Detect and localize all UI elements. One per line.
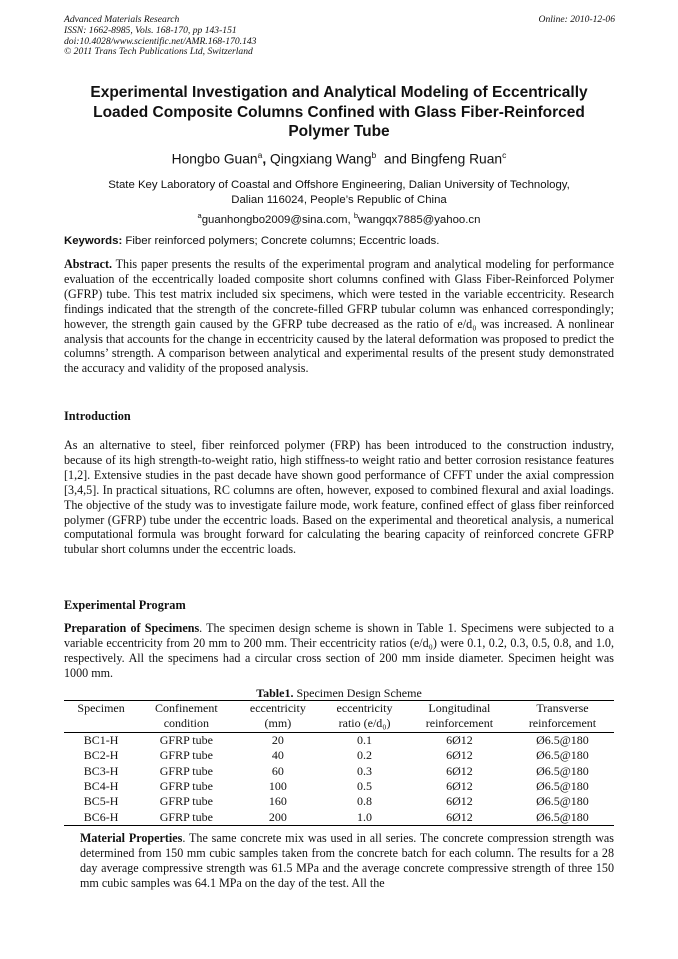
col-header-transverse: Transverse reinforcement <box>528 701 597 731</box>
copyright-line: © 2011 Trans Tech Publications Ltd, Switzerland <box>64 46 253 58</box>
table-row <box>64 779 614 794</box>
table-cell: 6Ø12 <box>446 748 473 763</box>
author-name: Hongbo Guan <box>171 151 258 167</box>
keywords-label: Keywords: <box>64 235 123 247</box>
email-link[interactable]: wangqx7885@yahoo.cn <box>358 213 481 226</box>
table-cell: 6Ø12 <box>446 732 473 747</box>
experimental-heading: Experimental Program <box>64 598 186 612</box>
table-cell: GFRP tube <box>159 809 213 824</box>
table-caption-text: Specimen Design Scheme <box>293 686 422 700</box>
affiliation <box>64 178 614 207</box>
table-cell: GFRP tube <box>159 763 213 778</box>
table-cell: 40 <box>271 748 284 763</box>
preparation-label: Preparation of Specimens <box>64 621 200 635</box>
table-cell: 160 <box>268 794 287 809</box>
table-cell: Ø6.5@180 <box>536 732 589 747</box>
author-emails <box>64 211 614 226</box>
table-cell: GFRP tube <box>159 748 213 763</box>
table-row <box>64 764 614 779</box>
table-cell: 60 <box>271 763 284 778</box>
table-cell: Ø6.5@180 <box>536 779 589 794</box>
email-sup: b <box>353 211 359 220</box>
table-header-row <box>64 701 614 733</box>
table-cell: 6Ø12 <box>446 809 473 824</box>
author-sup: b <box>371 150 377 160</box>
author-name: Qingxiang Wang <box>270 151 372 167</box>
paper-title <box>64 83 614 142</box>
table-cell: GFRP tube <box>159 779 213 794</box>
table-cell: 0.8 <box>357 794 373 809</box>
table-cell: BC3-H <box>83 763 119 778</box>
doi-line: doi:10.4028/www.scientific.net/AMR.168-170.143 <box>64 35 257 47</box>
journal-name: Advanced Materials Research <box>64 14 180 25</box>
table-cell: 0.5 <box>357 779 373 794</box>
table-cell: BC1-H <box>83 732 119 747</box>
table-cell: 6Ø12 <box>446 763 473 778</box>
introduction-heading: Introduction <box>64 409 131 423</box>
table-cell: 20 <box>271 732 284 747</box>
abstract-label: Abstract. <box>64 257 113 271</box>
col-header-eccentricity: eccentricity (mm) <box>249 701 306 731</box>
table-cell: 200 <box>268 809 287 824</box>
keywords-text: Fiber reinforced polymers; Concrete columns; Eccentric loads. <box>125 235 440 247</box>
email-link[interactable]: guanhongbo2009@sina.com, <box>201 213 351 226</box>
col-header-longitudinal: Longitudinal reinforcement <box>425 701 494 731</box>
material-paragraph <box>64 831 614 891</box>
table-cell: 0.1 <box>357 732 373 747</box>
issn-line: ISSN: 1662-8985, Vols. 168-170, pp 143-151 <box>64 24 237 36</box>
table-caption <box>64 686 614 701</box>
author-name: Bingfeng Ruan <box>410 151 503 167</box>
affiliation-line: Dalian 116024, People’s Republic of China <box>231 193 447 206</box>
table-cell: BC2-H <box>83 748 119 763</box>
material-label: Material Properties <box>80 831 183 845</box>
table-caption-label: Table1. <box>256 686 294 700</box>
table-cell: Ø6.5@180 <box>536 763 589 778</box>
preparation-paragraph <box>64 621 614 681</box>
table-cell: GFRP tube <box>159 794 213 809</box>
abstract-text: This paper presents the results of the experimental program and analytical modeling for performance evaluation of the eccentrically loaded composite short columns confined with Glass Fiber-Reinforced Polymer (GFRP) tube. This test matrix included six specimens, which were tested in the variable eccentricity. Research findings indicated that the strength of the concrete-filled GFRP tubular column was enhanced correspondingly; however, the strength gain caused by the GFRP tube decreased as the ratio of e/d₀ was increased. A nonlinear analysis that accounts for the change in eccentricity caused by the lateral deformation was proposed to predict the columns’ strength. A comparison between analytical and experimental results of the present study demonstrated the accuracy and validity of the proposed analysis. <box>64 257 614 376</box>
table-cell: BC6-H <box>83 809 119 824</box>
table-cell: 100 <box>268 779 287 794</box>
title-line: Polymer Tube <box>288 123 390 140</box>
abstract <box>64 257 614 376</box>
table-row <box>64 794 614 809</box>
col-header-confinement: Confinement condition <box>155 701 218 731</box>
col-header-eccentricity-ratio: eccentricity ratio (e/d₀) <box>336 701 393 731</box>
journal-header <box>64 15 256 58</box>
specimen-table <box>64 700 614 826</box>
table-cell: Ø6.5@180 <box>536 748 589 763</box>
author-sup: a <box>257 150 263 160</box>
online-date: Online: 2010-12-06 <box>538 14 615 25</box>
table-cell: 1.0 <box>357 809 373 824</box>
author-list: Hongbo Guan$^a$, Qingxiang Wang$^b$ and Bingfeng Ruan$^c$ <box>171 150 507 167</box>
material-text: . The same concrete mix was used in all series. The concrete compression strength was determined from 150 mm cubic samples taken from the concrete batch for each column. The results for a 28 day average compressive strength was 61.5 MPa and the average concrete compressive strength of three 150 mm cubic samples was 64.1 MPa on the day of the test. All the <box>80 831 614 890</box>
keywords <box>64 235 614 247</box>
title-line: Experimental Investigation and Analytical Modeling of Eccentrically <box>90 84 588 101</box>
table-cell: 0.3 <box>357 763 373 778</box>
table-cell: 6Ø12 <box>446 779 473 794</box>
table-cell: GFRP tube <box>159 732 213 747</box>
table-row <box>64 732 614 748</box>
affiliation-line: State Key Laboratory of Coastal and Offshore Engineering, Dalian University of Technology, <box>108 179 570 191</box>
table-cell: 0.2 <box>357 748 373 763</box>
table-row <box>64 748 614 763</box>
table-cell: BC4-H <box>83 779 119 794</box>
email-sup: a <box>197 211 202 220</box>
col-header-specimen: Specimen <box>77 701 125 715</box>
table-cell: Ø6.5@180 <box>536 809 589 824</box>
author-and: and <box>383 151 407 167</box>
title-line: Loaded Composite Columns Confined with Glass Fiber-Reinforced <box>93 103 585 121</box>
table-cell: BC5-H <box>83 794 119 809</box>
introduction-text: As an alternative to steel, fiber reinforced polymer (FRP) has been introduced to the construction industry, because of its high strength-to-weight ratio, high stiffness-to weight ratio and better corrosion resistance features [1,2]. Extensive studies in the past decade have shown good performance of CFFT under the axial compression [3,4,5]. In practical situations, RC columns are often, however, exposed to combined flexural and axial loadings. The objective of the study was to investigate failure mode, work feature, confined effect of glass fiber reinforced polymer (GFRP) tube under the eccentric loads. Based on the experimental and theoretical analysis, a numerical computational formula was brought forward for calculating the bearing capacity of reinforced concrete GFRP tubular short columns under the eccentric loads. <box>64 438 614 557</box>
preparation-text: . The specimen design scheme is shown in Table 1. Specimens were subjected to a variable eccentricity from 20 mm to 200 mm. Their eccentricity ratios (e/d₀) were 0.1, 0.2, 0.3, 0.5, 0.8, and 1.0, respectively. All the specimens had a circular cross section of 200 mm inside diameter. Specimen height was 1000 mm. <box>64 621 615 680</box>
author-sup: c <box>502 150 507 160</box>
table-row <box>64 810 614 826</box>
table-cell: Ø6.5@180 <box>536 794 589 809</box>
table-cell: 6Ø12 <box>446 794 473 809</box>
